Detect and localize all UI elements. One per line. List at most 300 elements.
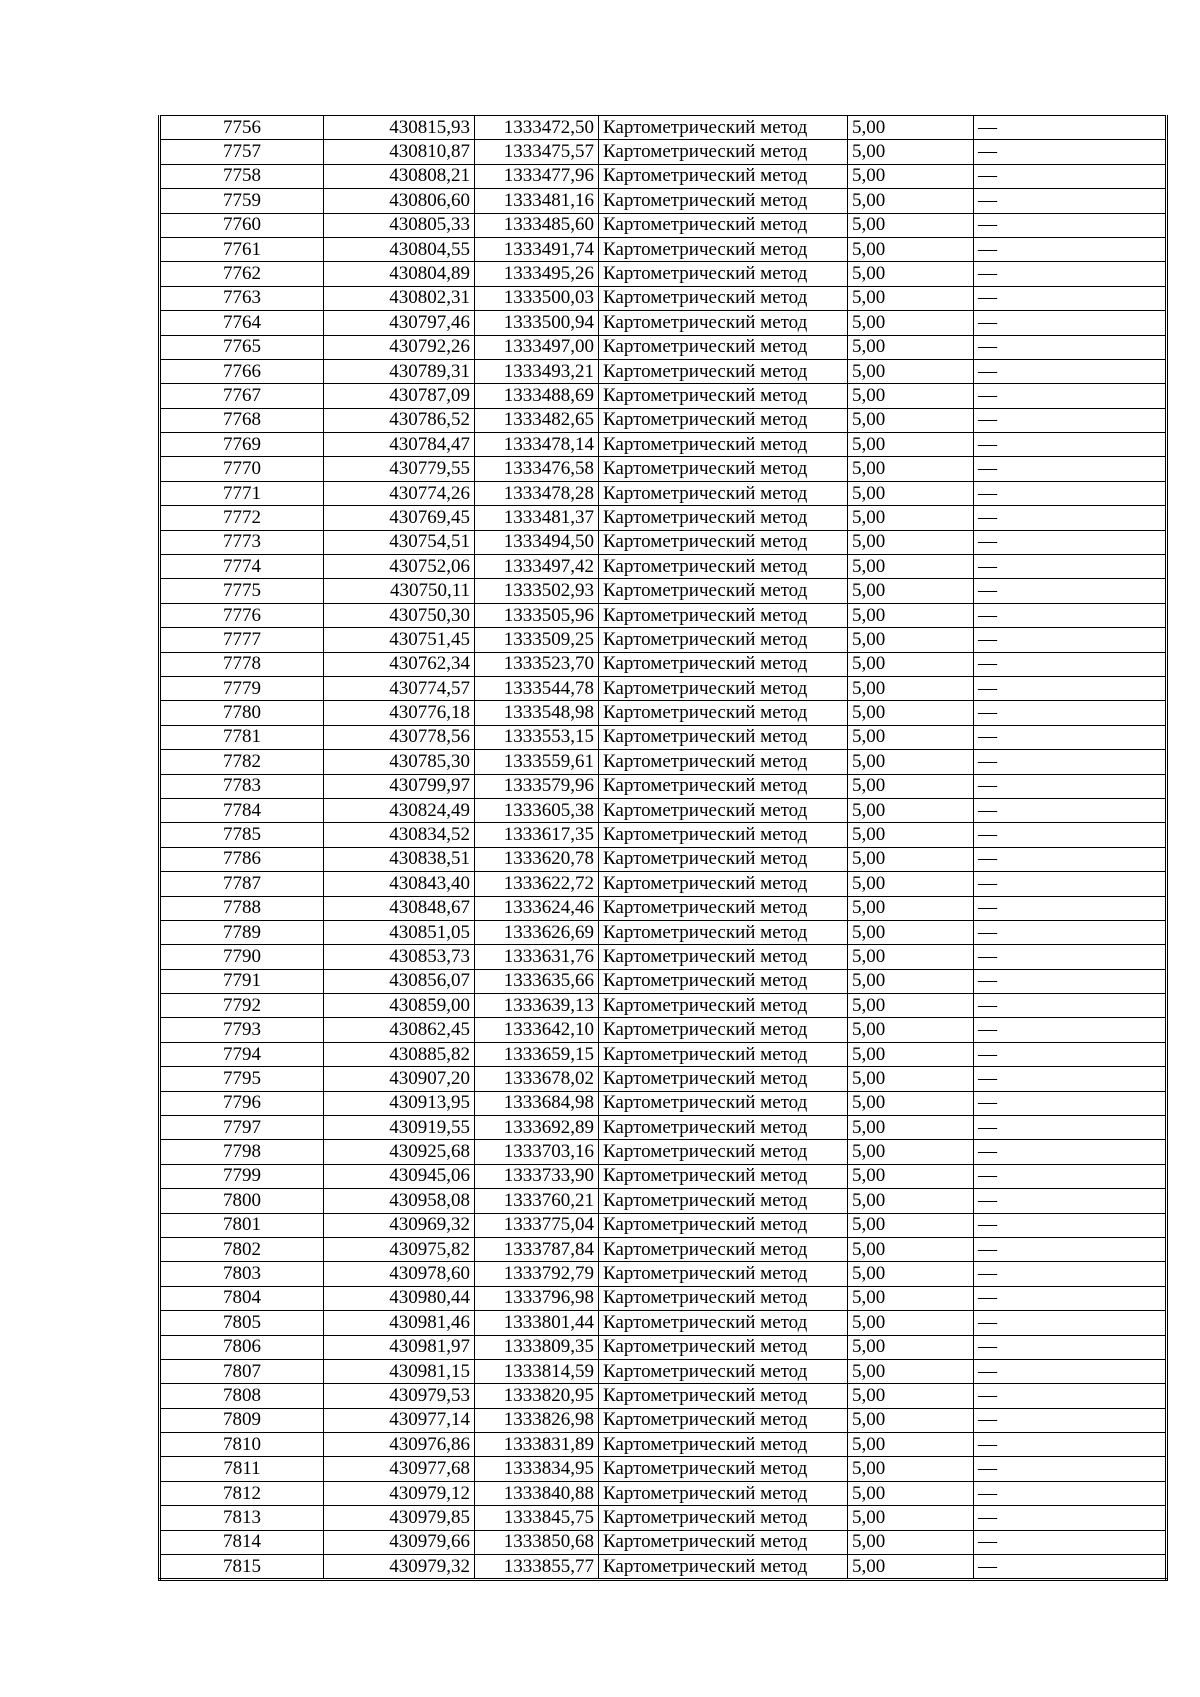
- note-cell: —: [974, 1359, 1167, 1383]
- x-coordinate-cell: 430979,66: [324, 1530, 475, 1554]
- table-row: [160, 1164, 1167, 1188]
- point-number-cell: 7784: [160, 798, 324, 822]
- y-coordinate-cell: 1333477,96: [475, 164, 599, 188]
- method-cell: Картометрический метод: [599, 896, 848, 920]
- method-cell: Картометрический метод: [599, 945, 848, 969]
- y-coordinate-cell: 1333493,21: [475, 359, 599, 383]
- method-cell: Картометрический метод: [599, 286, 848, 310]
- accuracy-cell: 5,00: [848, 1384, 974, 1408]
- note-cell: —: [974, 945, 1167, 969]
- accuracy-cell: 5,00: [848, 1506, 974, 1530]
- coordinates-table: [158, 115, 1168, 1581]
- x-coordinate-cell: 430979,12: [324, 1481, 475, 1505]
- accuracy-cell: 5,00: [848, 1286, 974, 1310]
- point-number-cell: 7782: [160, 750, 324, 774]
- accuracy-cell: 5,00: [848, 798, 974, 822]
- table-row: [160, 384, 1167, 408]
- method-cell: Картометрический метод: [599, 1384, 848, 1408]
- y-coordinate-cell: 1333820,95: [475, 1384, 599, 1408]
- table-row: [160, 1335, 1167, 1359]
- x-coordinate-cell: 430969,32: [324, 1213, 475, 1237]
- table-row: [160, 994, 1167, 1018]
- method-cell: Картометрический метод: [599, 701, 848, 725]
- method-cell: Картометрический метод: [599, 1311, 848, 1335]
- x-coordinate-cell: 430810,87: [324, 140, 475, 164]
- note-cell: —: [974, 872, 1167, 896]
- note-cell: —: [974, 750, 1167, 774]
- table-row: [160, 530, 1167, 554]
- table-row: [160, 652, 1167, 676]
- method-cell: Картометрический метод: [599, 408, 848, 432]
- method-cell: Картометрический метод: [599, 628, 848, 652]
- table-row: [160, 213, 1167, 237]
- accuracy-cell: 5,00: [848, 603, 974, 627]
- method-cell: Картометрический метод: [599, 311, 848, 335]
- method-cell: Картометрический метод: [599, 579, 848, 603]
- point-number-cell: 7813: [160, 1506, 324, 1530]
- accuracy-cell: 5,00: [848, 579, 974, 603]
- x-coordinate-cell: 430789,31: [324, 359, 475, 383]
- method-cell: Картометрический метод: [599, 481, 848, 505]
- method-cell: Картометрический метод: [599, 798, 848, 822]
- table-row: [160, 750, 1167, 774]
- note-cell: —: [974, 725, 1167, 749]
- y-coordinate-cell: 1333502,93: [475, 579, 599, 603]
- point-number-cell: 7796: [160, 1091, 324, 1115]
- method-cell: Картометрический метод: [599, 1116, 848, 1140]
- method-cell: Картометрический метод: [599, 750, 848, 774]
- x-coordinate-cell: 430762,34: [324, 652, 475, 676]
- note-cell: —: [974, 579, 1167, 603]
- table-row: [160, 140, 1167, 164]
- y-coordinate-cell: 1333834,95: [475, 1457, 599, 1481]
- note-cell: —: [974, 896, 1167, 920]
- table-row: [160, 1555, 1167, 1580]
- accuracy-cell: 5,00: [848, 1457, 974, 1481]
- accuracy-cell: 5,00: [848, 628, 974, 652]
- table-row: [160, 262, 1167, 286]
- note-cell: —: [974, 506, 1167, 530]
- table-row: [160, 1408, 1167, 1432]
- accuracy-cell: 5,00: [848, 408, 974, 432]
- note-cell: —: [974, 189, 1167, 213]
- accuracy-cell: 5,00: [848, 116, 974, 140]
- point-number-cell: 7793: [160, 1018, 324, 1042]
- y-coordinate-cell: 1333475,57: [475, 140, 599, 164]
- table-row: [160, 920, 1167, 944]
- note-cell: —: [974, 1262, 1167, 1286]
- point-number-cell: 7804: [160, 1286, 324, 1310]
- accuracy-cell: 5,00: [848, 872, 974, 896]
- method-cell: Картометрический метод: [599, 1530, 848, 1554]
- y-coordinate-cell: 1333497,00: [475, 335, 599, 359]
- point-number-cell: 7790: [160, 945, 324, 969]
- table-row: [160, 1359, 1167, 1383]
- point-number-cell: 7786: [160, 847, 324, 871]
- method-cell: Картометрический метод: [599, 847, 848, 871]
- method-cell: Картометрический метод: [599, 1140, 848, 1164]
- x-coordinate-cell: 430975,82: [324, 1237, 475, 1261]
- method-cell: Картометрический метод: [599, 1213, 848, 1237]
- point-number-cell: 7760: [160, 213, 324, 237]
- note-cell: —: [974, 1530, 1167, 1554]
- method-cell: Картометрический метод: [599, 1457, 848, 1481]
- point-number-cell: 7802: [160, 1237, 324, 1261]
- method-cell: Картометрический метод: [599, 1189, 848, 1213]
- x-coordinate-cell: 430802,31: [324, 286, 475, 310]
- x-coordinate-cell: 430919,55: [324, 1116, 475, 1140]
- table-row: [160, 555, 1167, 579]
- x-coordinate-cell: 430752,06: [324, 555, 475, 579]
- accuracy-cell: 5,00: [848, 213, 974, 237]
- point-number-cell: 7758: [160, 164, 324, 188]
- x-coordinate-cell: 430779,55: [324, 457, 475, 481]
- x-coordinate-cell: 430945,06: [324, 1164, 475, 1188]
- point-number-cell: 7766: [160, 359, 324, 383]
- accuracy-cell: 5,00: [848, 262, 974, 286]
- note-cell: —: [974, 1018, 1167, 1042]
- x-coordinate-cell: 430979,32: [324, 1555, 475, 1580]
- note-cell: —: [974, 1506, 1167, 1530]
- y-coordinate-cell: 1333494,50: [475, 530, 599, 554]
- point-number-cell: 7774: [160, 555, 324, 579]
- x-coordinate-cell: 430848,67: [324, 896, 475, 920]
- y-coordinate-cell: 1333775,04: [475, 1213, 599, 1237]
- method-cell: Картометрический метод: [599, 1164, 848, 1188]
- note-cell: —: [974, 311, 1167, 335]
- x-coordinate-cell: 430925,68: [324, 1140, 475, 1164]
- table-row: [160, 1262, 1167, 1286]
- y-coordinate-cell: 1333826,98: [475, 1408, 599, 1432]
- y-coordinate-cell: 1333478,14: [475, 433, 599, 457]
- note-cell: —: [974, 1457, 1167, 1481]
- point-number-cell: 7815: [160, 1555, 324, 1580]
- table-row: [160, 798, 1167, 822]
- method-cell: Картометрический метод: [599, 1335, 848, 1359]
- y-coordinate-cell: 1333845,75: [475, 1506, 599, 1530]
- x-coordinate-cell: 430750,11: [324, 579, 475, 603]
- point-number-cell: 7794: [160, 1042, 324, 1066]
- y-coordinate-cell: 1333523,70: [475, 652, 599, 676]
- accuracy-cell: 5,00: [848, 1189, 974, 1213]
- point-number-cell: 7770: [160, 457, 324, 481]
- point-number-cell: 7768: [160, 408, 324, 432]
- note-cell: —: [974, 140, 1167, 164]
- y-coordinate-cell: 1333692,89: [475, 1116, 599, 1140]
- x-coordinate-cell: 430862,45: [324, 1018, 475, 1042]
- note-cell: —: [974, 774, 1167, 798]
- method-cell: Картометрический метод: [599, 506, 848, 530]
- x-coordinate-cell: 430977,68: [324, 1457, 475, 1481]
- table-row: [160, 823, 1167, 847]
- point-number-cell: 7803: [160, 1262, 324, 1286]
- accuracy-cell: 5,00: [848, 1042, 974, 1066]
- y-coordinate-cell: 1333796,98: [475, 1286, 599, 1310]
- method-cell: Картометрический метод: [599, 335, 848, 359]
- note-cell: —: [974, 1067, 1167, 1091]
- note-cell: —: [974, 1116, 1167, 1140]
- note-cell: —: [974, 408, 1167, 432]
- y-coordinate-cell: 1333481,16: [475, 189, 599, 213]
- x-coordinate-cell: 430885,82: [324, 1042, 475, 1066]
- table-row: [160, 1140, 1167, 1164]
- x-coordinate-cell: 430958,08: [324, 1189, 475, 1213]
- table-row: [160, 603, 1167, 627]
- note-cell: —: [974, 676, 1167, 700]
- method-cell: Картометрический метод: [599, 872, 848, 896]
- table-row: [160, 676, 1167, 700]
- note-cell: —: [974, 1164, 1167, 1188]
- accuracy-cell: 5,00: [848, 530, 974, 554]
- table-row: [160, 1018, 1167, 1042]
- x-coordinate-cell: 430843,40: [324, 872, 475, 896]
- table-row: [160, 311, 1167, 335]
- note-cell: —: [974, 433, 1167, 457]
- method-cell: Картометрический метод: [599, 457, 848, 481]
- y-coordinate-cell: 1333617,35: [475, 823, 599, 847]
- method-cell: Картометрический метод: [599, 1481, 848, 1505]
- note-cell: —: [974, 1433, 1167, 1457]
- note-cell: —: [974, 798, 1167, 822]
- note-cell: —: [974, 1286, 1167, 1310]
- y-coordinate-cell: 1333792,79: [475, 1262, 599, 1286]
- method-cell: Картометрический метод: [599, 1067, 848, 1091]
- point-number-cell: 7795: [160, 1067, 324, 1091]
- table-row: [160, 1384, 1167, 1408]
- x-coordinate-cell: 430838,51: [324, 847, 475, 871]
- note-cell: —: [974, 164, 1167, 188]
- y-coordinate-cell: 1333684,98: [475, 1091, 599, 1115]
- x-coordinate-cell: 430786,52: [324, 408, 475, 432]
- note-cell: —: [974, 823, 1167, 847]
- point-number-cell: 7806: [160, 1335, 324, 1359]
- x-coordinate-cell: 430977,14: [324, 1408, 475, 1432]
- method-cell: Картометрический метод: [599, 237, 848, 261]
- table-row: [160, 847, 1167, 871]
- accuracy-cell: 5,00: [848, 555, 974, 579]
- table-row: [160, 1067, 1167, 1091]
- table-row: [160, 237, 1167, 261]
- point-number-cell: 7789: [160, 920, 324, 944]
- x-coordinate-cell: 430787,09: [324, 384, 475, 408]
- x-coordinate-cell: 430805,33: [324, 213, 475, 237]
- point-number-cell: 7771: [160, 481, 324, 505]
- x-coordinate-cell: 430804,89: [324, 262, 475, 286]
- note-cell: —: [974, 213, 1167, 237]
- x-coordinate-cell: 430907,20: [324, 1067, 475, 1091]
- point-number-cell: 7791: [160, 969, 324, 993]
- note-cell: —: [974, 237, 1167, 261]
- note-cell: —: [974, 628, 1167, 652]
- note-cell: —: [974, 969, 1167, 993]
- method-cell: Картометрический метод: [599, 1555, 848, 1580]
- note-cell: —: [974, 1481, 1167, 1505]
- accuracy-cell: 5,00: [848, 1311, 974, 1335]
- accuracy-cell: 5,00: [848, 920, 974, 944]
- point-number-cell: 7780: [160, 701, 324, 725]
- point-number-cell: 7767: [160, 384, 324, 408]
- y-coordinate-cell: 1333476,58: [475, 457, 599, 481]
- point-number-cell: 7783: [160, 774, 324, 798]
- accuracy-cell: 5,00: [848, 945, 974, 969]
- note-cell: —: [974, 530, 1167, 554]
- table-row: [160, 457, 1167, 481]
- method-cell: Картометрический метод: [599, 1018, 848, 1042]
- y-coordinate-cell: 1333472,50: [475, 116, 599, 140]
- table-row: [160, 481, 1167, 505]
- table-row: [160, 116, 1167, 140]
- y-coordinate-cell: 1333809,35: [475, 1335, 599, 1359]
- accuracy-cell: 5,00: [848, 1555, 974, 1580]
- y-coordinate-cell: 1333605,38: [475, 798, 599, 822]
- method-cell: Картометрический метод: [599, 823, 848, 847]
- x-coordinate-cell: 430979,85: [324, 1506, 475, 1530]
- point-number-cell: 7761: [160, 237, 324, 261]
- y-coordinate-cell: 1333678,02: [475, 1067, 599, 1091]
- table-row: [160, 1042, 1167, 1066]
- point-number-cell: 7781: [160, 725, 324, 749]
- x-coordinate-cell: 430859,00: [324, 994, 475, 1018]
- y-coordinate-cell: 1333497,42: [475, 555, 599, 579]
- y-coordinate-cell: 1333659,15: [475, 1042, 599, 1066]
- accuracy-cell: 5,00: [848, 457, 974, 481]
- point-number-cell: 7775: [160, 579, 324, 603]
- point-number-cell: 7799: [160, 1164, 324, 1188]
- x-coordinate-cell: 430981,46: [324, 1311, 475, 1335]
- point-number-cell: 7811: [160, 1457, 324, 1481]
- point-number-cell: 7807: [160, 1359, 324, 1383]
- accuracy-cell: 5,00: [848, 1116, 974, 1140]
- point-number-cell: 7800: [160, 1189, 324, 1213]
- y-coordinate-cell: 1333814,59: [475, 1359, 599, 1383]
- note-cell: —: [974, 262, 1167, 286]
- table-row: [160, 359, 1167, 383]
- note-cell: —: [974, 481, 1167, 505]
- point-number-cell: 7814: [160, 1530, 324, 1554]
- method-cell: Картометрический метод: [599, 1408, 848, 1432]
- point-number-cell: 7778: [160, 652, 324, 676]
- accuracy-cell: 5,00: [848, 481, 974, 505]
- point-number-cell: 7769: [160, 433, 324, 457]
- y-coordinate-cell: 1333787,84: [475, 1237, 599, 1261]
- y-coordinate-cell: 1333485,60: [475, 213, 599, 237]
- method-cell: Картометрический метод: [599, 1359, 848, 1383]
- point-number-cell: 7808: [160, 1384, 324, 1408]
- method-cell: Картометрический метод: [599, 652, 848, 676]
- y-coordinate-cell: 1333509,25: [475, 628, 599, 652]
- accuracy-cell: 5,00: [848, 823, 974, 847]
- x-coordinate-cell: 430799,97: [324, 774, 475, 798]
- x-coordinate-cell: 430792,26: [324, 335, 475, 359]
- y-coordinate-cell: 1333500,03: [475, 286, 599, 310]
- y-coordinate-cell: 1333620,78: [475, 847, 599, 871]
- point-number-cell: 7777: [160, 628, 324, 652]
- x-coordinate-cell: 430978,60: [324, 1262, 475, 1286]
- x-coordinate-cell: 430774,26: [324, 481, 475, 505]
- accuracy-cell: 5,00: [848, 335, 974, 359]
- y-coordinate-cell: 1333703,16: [475, 1140, 599, 1164]
- table-row: [160, 164, 1167, 188]
- table-row: [160, 286, 1167, 310]
- table-row: [160, 969, 1167, 993]
- table-row: [160, 1189, 1167, 1213]
- table-row: [160, 433, 1167, 457]
- accuracy-cell: 5,00: [848, 774, 974, 798]
- note-cell: —: [974, 384, 1167, 408]
- method-cell: Картометрический метод: [599, 1262, 848, 1286]
- note-cell: —: [974, 1237, 1167, 1261]
- x-coordinate-cell: 430834,52: [324, 823, 475, 847]
- note-cell: —: [974, 1408, 1167, 1432]
- method-cell: Картометрический метод: [599, 262, 848, 286]
- note-cell: —: [974, 116, 1167, 140]
- y-coordinate-cell: 1333624,46: [475, 896, 599, 920]
- point-number-cell: 7762: [160, 262, 324, 286]
- x-coordinate-cell: 430981,15: [324, 1359, 475, 1383]
- note-cell: —: [974, 286, 1167, 310]
- y-coordinate-cell: 1333733,90: [475, 1164, 599, 1188]
- accuracy-cell: 5,00: [848, 286, 974, 310]
- point-number-cell: 7773: [160, 530, 324, 554]
- note-cell: —: [974, 920, 1167, 944]
- method-cell: Картометрический метод: [599, 676, 848, 700]
- method-cell: Картометрический метод: [599, 1506, 848, 1530]
- table-row: [160, 725, 1167, 749]
- accuracy-cell: 5,00: [848, 311, 974, 335]
- accuracy-cell: 5,00: [848, 1164, 974, 1188]
- method-cell: Картометрический метод: [599, 384, 848, 408]
- table-row: [160, 1286, 1167, 1310]
- method-cell: Картометрический метод: [599, 433, 848, 457]
- x-coordinate-cell: 430785,30: [324, 750, 475, 774]
- x-coordinate-cell: 430806,60: [324, 189, 475, 213]
- method-cell: Картометрический метод: [599, 969, 848, 993]
- x-coordinate-cell: 430976,86: [324, 1433, 475, 1457]
- accuracy-cell: 5,00: [848, 384, 974, 408]
- table-row: [160, 701, 1167, 725]
- accuracy-cell: 5,00: [848, 506, 974, 530]
- point-number-cell: 7788: [160, 896, 324, 920]
- accuracy-cell: 5,00: [848, 676, 974, 700]
- y-coordinate-cell: 1333579,96: [475, 774, 599, 798]
- x-coordinate-cell: 430815,93: [324, 116, 475, 140]
- note-cell: —: [974, 1189, 1167, 1213]
- x-coordinate-cell: 430751,45: [324, 628, 475, 652]
- accuracy-cell: 5,00: [848, 1213, 974, 1237]
- y-coordinate-cell: 1333478,28: [475, 481, 599, 505]
- method-cell: Картометрический метод: [599, 140, 848, 164]
- point-number-cell: 7757: [160, 140, 324, 164]
- method-cell: Картометрический метод: [599, 555, 848, 579]
- x-coordinate-cell: 430750,30: [324, 603, 475, 627]
- y-coordinate-cell: 1333639,13: [475, 994, 599, 1018]
- accuracy-cell: 5,00: [848, 1335, 974, 1359]
- accuracy-cell: 5,00: [848, 701, 974, 725]
- point-number-cell: 7763: [160, 286, 324, 310]
- y-coordinate-cell: 1333481,37: [475, 506, 599, 530]
- table-row: [160, 1481, 1167, 1505]
- table-row: [160, 1457, 1167, 1481]
- y-coordinate-cell: 1333642,10: [475, 1018, 599, 1042]
- method-cell: Картометрический метод: [599, 920, 848, 944]
- y-coordinate-cell: 1333491,74: [475, 237, 599, 261]
- table-row: [160, 408, 1167, 432]
- y-coordinate-cell: 1333850,68: [475, 1530, 599, 1554]
- x-coordinate-cell: 430804,55: [324, 237, 475, 261]
- note-cell: —: [974, 359, 1167, 383]
- y-coordinate-cell: 1333559,61: [475, 750, 599, 774]
- accuracy-cell: 5,00: [848, 1481, 974, 1505]
